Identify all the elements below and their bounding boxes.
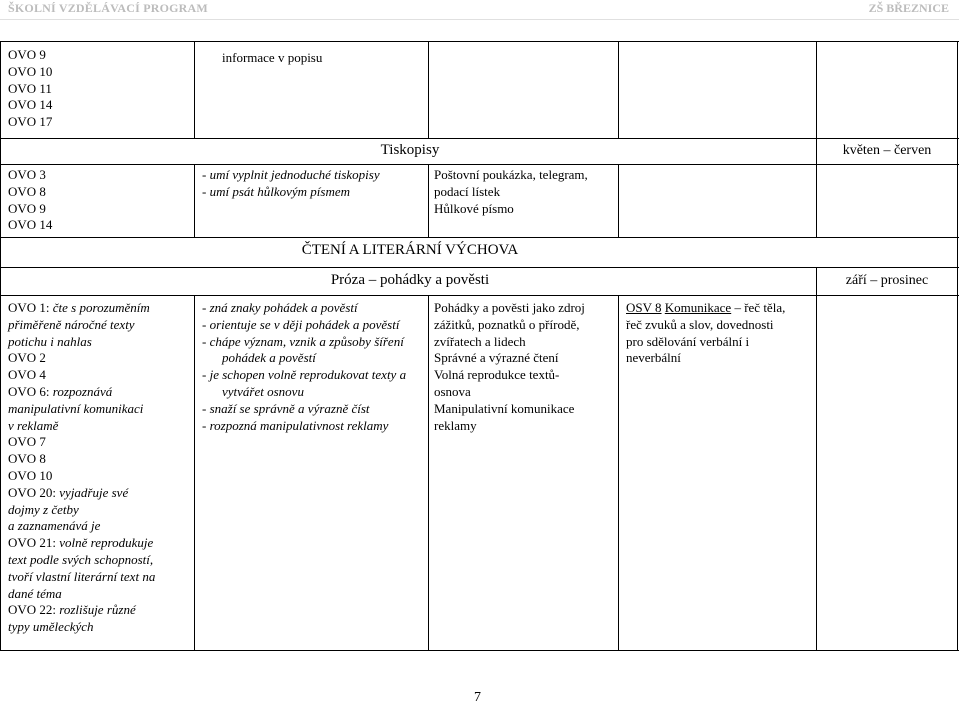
ovo-desc: rozpoznává bbox=[49, 383, 113, 399]
row3-ovo-list bbox=[8, 300, 192, 636]
content-line: reklamy bbox=[434, 417, 477, 433]
ovo-line: dojmy z četby bbox=[8, 501, 79, 517]
skill-item: - snaží se správně a výrazně číst bbox=[202, 400, 370, 416]
ovo-line: potichu i nahlas bbox=[8, 333, 92, 349]
row3-content bbox=[434, 300, 616, 434]
page-number: 7 bbox=[474, 690, 481, 705]
ovo-desc: volně reprodukuje bbox=[56, 535, 154, 551]
column-divider bbox=[428, 295, 429, 650]
ovo-code: OVO 8 bbox=[8, 451, 46, 467]
column-divider bbox=[428, 164, 429, 237]
ovo-desc: čte s porozuměním bbox=[49, 300, 150, 315]
ovo-line: manipulativní komunikaci bbox=[8, 400, 144, 416]
cross-text: řeč zvuků a slov, dovednosti bbox=[626, 316, 774, 332]
ovo-line bbox=[8, 485, 192, 502]
school-program-title: ŠKOLNÍ VZDĚLÁVACÍ PROGRAM bbox=[8, 1, 208, 15]
ovo-desc: rozlišuje různé bbox=[56, 602, 136, 618]
ovo-desc: vyjadřuje své bbox=[56, 484, 129, 500]
column-divider bbox=[618, 164, 619, 237]
ovo-code: OVO 9 bbox=[8, 47, 46, 62]
ovo-line: tvoří vlastní literární text na bbox=[8, 568, 156, 584]
header-rule bbox=[0, 19, 959, 20]
column-divider bbox=[618, 41, 619, 138]
skill-item: - zná znaky pohádek a pověstí bbox=[202, 300, 358, 315]
ovo-code: OVO 3 bbox=[8, 167, 46, 182]
table-border-bottom bbox=[0, 650, 959, 651]
skill-item: - je schopen volně reprodukovat texty a vytvářet osnovu bbox=[202, 367, 407, 399]
skill-item: - chápe význam, vznik a způsoby šíření pohádek a pověstí bbox=[202, 333, 404, 366]
section-title-proza: Próza – pohádky a pověsti bbox=[330, 272, 490, 288]
content-line: Volná reprodukce textů- bbox=[434, 367, 560, 383]
row2-skills bbox=[202, 167, 426, 201]
school-name: ZŠ BŘEZNICE bbox=[868, 1, 949, 15]
content-line: zážitků, poznatků o přírodě, bbox=[434, 316, 580, 332]
ovo-code: OVO 21: bbox=[8, 535, 57, 551]
content-line: Hůlkové písmo bbox=[434, 200, 514, 216]
osv-code-link[interactable]: OSV 8 bbox=[626, 300, 662, 315]
row1-skills bbox=[222, 50, 422, 67]
column-divider bbox=[194, 295, 195, 650]
ovo-line bbox=[8, 384, 192, 401]
ovo-code: OVO 22: bbox=[8, 602, 57, 618]
ovo-code: OVO 6: bbox=[8, 383, 50, 399]
ovo-line: typy uměleckých bbox=[8, 619, 94, 635]
row2-ovo-list bbox=[8, 167, 188, 234]
ovo-line bbox=[8, 602, 192, 619]
content-line: Manipulativní komunikace bbox=[434, 400, 575, 416]
ovo-code: OVO 11 bbox=[8, 80, 52, 96]
section-period-proza: září – prosinec bbox=[845, 273, 929, 288]
skill-item: - umí psát hůlkovým písmem bbox=[202, 183, 351, 199]
page-header bbox=[0, 0, 959, 20]
ovo-line: text podle svých schopností, bbox=[8, 551, 154, 567]
ovo-code: OVO 8 bbox=[8, 183, 46, 199]
column-divider bbox=[428, 41, 429, 138]
content-line: Pohádky a pověsti jako zdroj bbox=[434, 300, 585, 315]
ovo-line: v reklamě bbox=[8, 417, 59, 433]
content-line: osnova bbox=[434, 383, 471, 399]
ovo-code: OVO 10 bbox=[8, 467, 53, 483]
column-divider bbox=[194, 41, 195, 138]
column-divider bbox=[618, 295, 619, 650]
cross-text: neverbální bbox=[626, 350, 681, 366]
column-divider bbox=[816, 41, 817, 138]
table-border-right bbox=[957, 41, 958, 651]
cross-text: pro sdělování verbální i bbox=[626, 333, 750, 349]
ovo-code: OVO 17 bbox=[8, 114, 53, 130]
section-title-tiskopisy: Tiskopisy bbox=[380, 142, 440, 158]
skill-item: - rozpozná manipulativnost reklamy bbox=[202, 417, 389, 433]
ovo-line: přiměřeně náročné texty bbox=[8, 316, 135, 332]
skill-item: - umí vyplnit jednoduché tiskopisy bbox=[202, 167, 380, 182]
ovo-code: OVO 2 bbox=[8, 350, 46, 366]
komunikace-link[interactable]: Komunikace bbox=[664, 300, 732, 315]
column-divider bbox=[816, 295, 817, 650]
ovo-code: OVO 9 bbox=[8, 200, 46, 216]
ovo-code: OVO 4 bbox=[8, 367, 46, 383]
ovo-code: OVO 7 bbox=[8, 434, 46, 450]
skill-item: - orientuje se v ději pohádek a pověstí bbox=[202, 316, 400, 332]
content-line: podací lístek bbox=[434, 183, 501, 199]
content-line: Správné a výrazné čtení bbox=[434, 350, 559, 366]
section-period-tiskopisy: květen – červen bbox=[842, 143, 932, 158]
cross-text: – řeč těla, bbox=[731, 300, 786, 315]
ovo-code: OVO 1: bbox=[8, 300, 50, 315]
content-line: zvířatech a lidech bbox=[434, 333, 526, 349]
ovo-code: OVO 14 bbox=[8, 97, 53, 113]
ovo-line bbox=[8, 300, 192, 317]
ovo-line: a zaznamenává je bbox=[8, 518, 101, 534]
row1-ovo-list bbox=[8, 47, 188, 131]
table-border-left bbox=[0, 41, 1, 651]
row-divider bbox=[0, 237, 959, 238]
content-line: Poštovní poukázka, telegram, bbox=[434, 167, 588, 182]
column-divider bbox=[816, 164, 817, 237]
ovo-code: OVO 10 bbox=[8, 63, 53, 79]
row3-cross-curricular bbox=[626, 300, 814, 367]
ovo-line: dané téma bbox=[8, 585, 62, 601]
row3-skills bbox=[202, 300, 422, 434]
ovo-code: OVO 14 bbox=[8, 217, 53, 233]
ovo-code: OVO 20: bbox=[8, 484, 57, 500]
column-divider bbox=[194, 164, 195, 237]
row2-content bbox=[434, 167, 616, 217]
section-title-cteni: ČTENÍ A LITERÁRNÍ VÝCHOVA bbox=[301, 242, 519, 258]
skill-text: informace v popisu bbox=[222, 50, 323, 65]
ovo-line bbox=[8, 535, 192, 552]
